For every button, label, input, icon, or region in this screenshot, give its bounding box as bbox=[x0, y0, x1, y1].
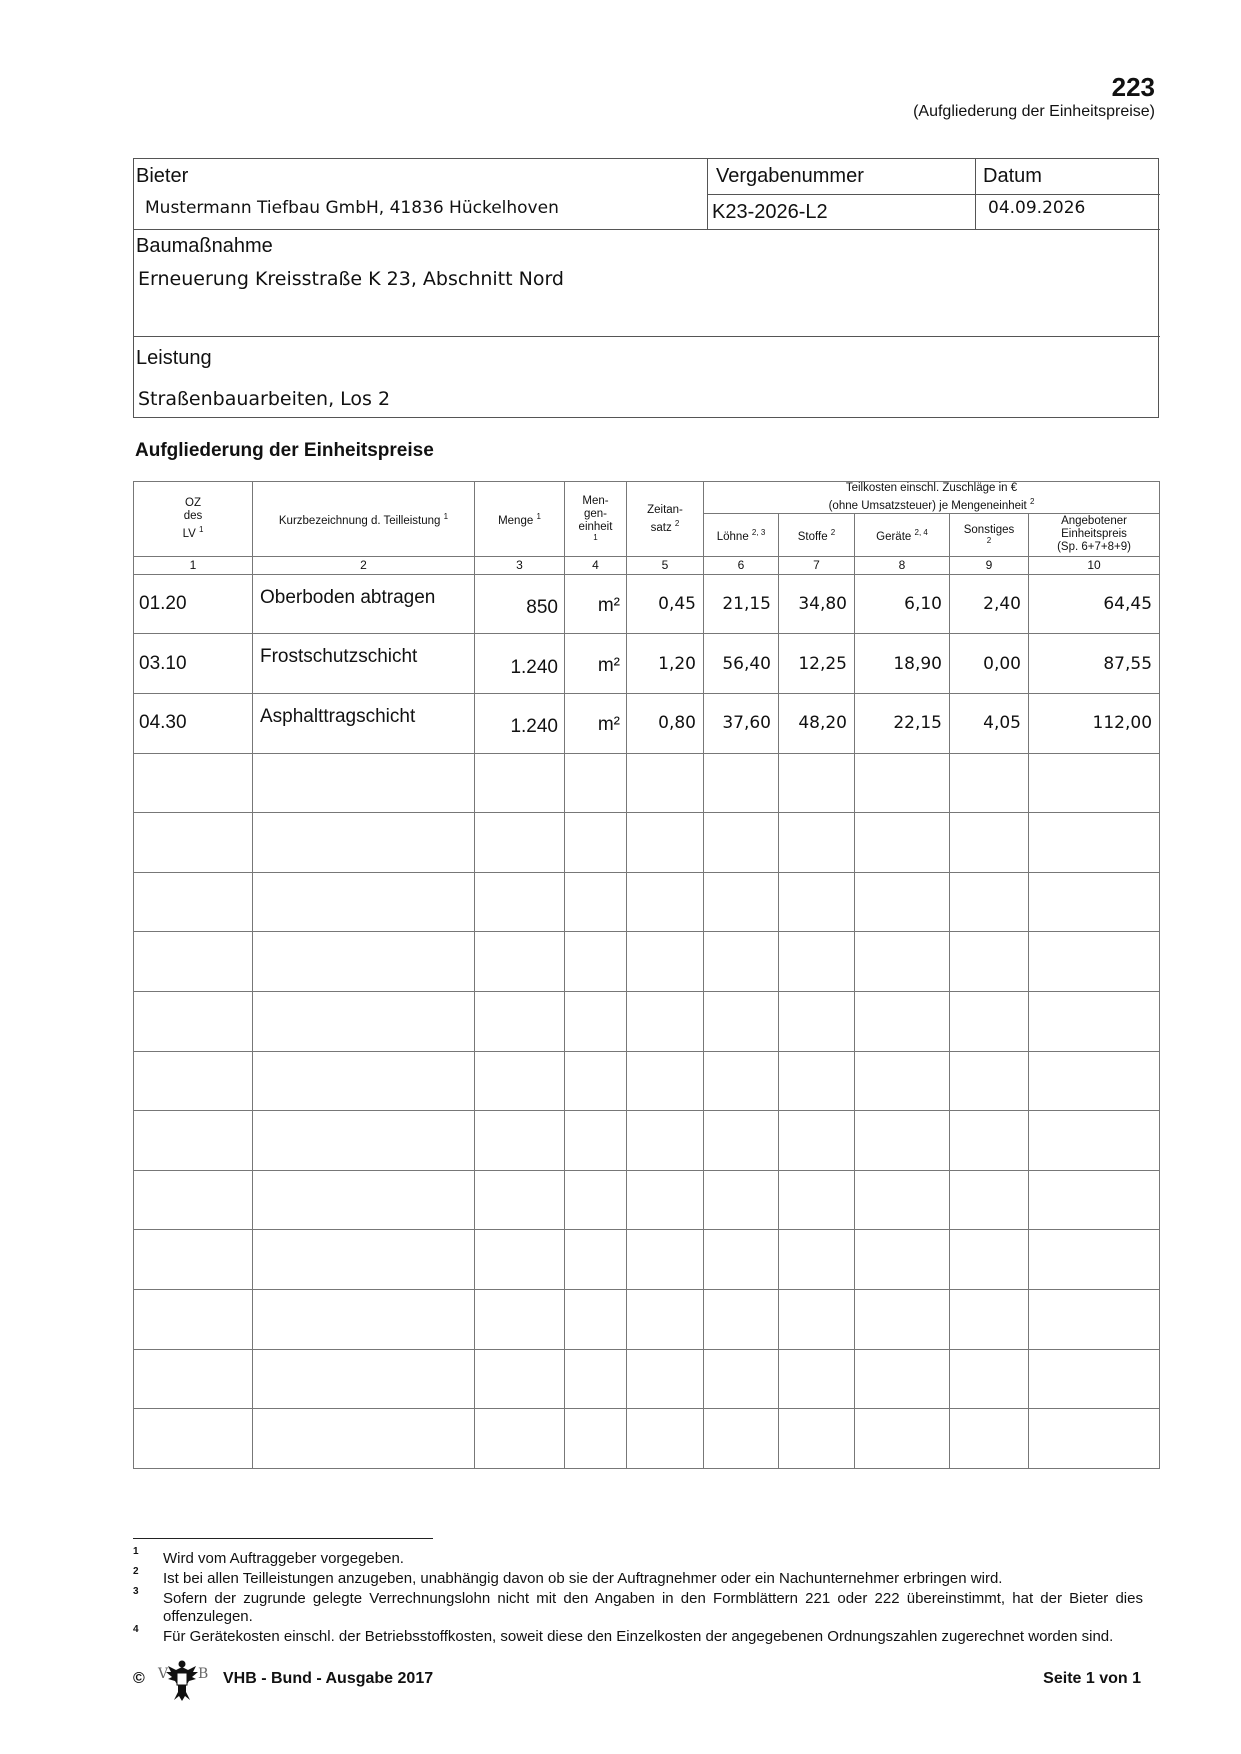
cell-menge[interactable]: 850 bbox=[475, 574, 565, 634]
cell-oz-empty[interactable] bbox=[134, 872, 253, 932]
cell-menge-empty[interactable] bbox=[475, 1051, 565, 1111]
footnote-text: Für Gerätekosten einschl. der Betriebsstoffkosten, soweit diese den Einzelkosten der angegebenen Ordnungszahlen zugerechnet worden sind. bbox=[163, 1628, 1114, 1645]
cell-sonstiges-empty[interactable] bbox=[950, 1289, 1029, 1349]
empty-table-row bbox=[134, 1230, 1160, 1290]
cell-geraete-empty[interactable] bbox=[855, 872, 950, 932]
cell-loehne[interactable]: 21,15 bbox=[704, 574, 779, 634]
eagle-logo-icon bbox=[156, 1658, 208, 1702]
cell-sonstiges-empty[interactable] bbox=[950, 932, 1029, 992]
column-number: 9 bbox=[950, 556, 1029, 574]
cell-einheitspreis-empty[interactable] bbox=[1029, 1289, 1160, 1349]
cell-kurzbezeichnung-empty[interactable] bbox=[253, 1111, 475, 1171]
cell-loehne-empty[interactable] bbox=[704, 1051, 779, 1111]
cell-kurzbezeichnung-empty[interactable] bbox=[253, 932, 475, 992]
column-number: 3 bbox=[475, 556, 565, 574]
cell-menge-empty[interactable] bbox=[475, 1111, 565, 1171]
cell-einheitspreis-empty[interactable] bbox=[1029, 1051, 1160, 1111]
cell-zeitansatz-empty[interactable] bbox=[627, 1349, 704, 1409]
cell-stoffe[interactable]: 34,80 bbox=[779, 574, 855, 634]
cell-stoffe-empty[interactable] bbox=[779, 753, 855, 813]
header-menge: Menge $^1$ bbox=[475, 482, 565, 557]
cell-kurzbezeichnung[interactable]: Frostschutzschicht bbox=[253, 634, 475, 694]
cell-einheitspreis[interactable]: 64,45 bbox=[1029, 574, 1160, 634]
cell-loehne-empty[interactable] bbox=[704, 1349, 779, 1409]
cell-menge-empty[interactable] bbox=[475, 991, 565, 1051]
empty-table-row bbox=[134, 1409, 1160, 1469]
cell-loehne-empty[interactable] bbox=[704, 1289, 779, 1349]
cell-sonstiges-empty[interactable] bbox=[950, 1349, 1029, 1409]
cell-einheitspreis-empty[interactable] bbox=[1029, 1111, 1160, 1171]
cell-mengeneinheit-empty[interactable] bbox=[565, 1289, 627, 1349]
svg-text:B: B bbox=[198, 1666, 208, 1682]
cell-kurzbezeichnung-empty[interactable] bbox=[253, 1349, 475, 1409]
cell-zeitansatz[interactable]: 0,45 bbox=[627, 574, 704, 634]
header-geraete: Geräte $^{2, 4}$ bbox=[855, 513, 950, 556]
cell-sonstiges[interactable]: 0,00 bbox=[950, 634, 1029, 694]
cell-stoffe-empty[interactable] bbox=[779, 872, 855, 932]
cell-geraete-empty[interactable] bbox=[855, 1230, 950, 1290]
cell-loehne-empty[interactable] bbox=[704, 813, 779, 873]
cell-loehne-empty[interactable] bbox=[704, 932, 779, 992]
cell-zeitansatz-empty[interactable] bbox=[627, 813, 704, 873]
cell-oz-empty[interactable] bbox=[134, 932, 253, 992]
cell-oz[interactable]: 04.30 bbox=[134, 694, 253, 754]
cell-menge-empty[interactable] bbox=[475, 932, 565, 992]
cell-geraete[interactable]: 22,15 bbox=[855, 694, 950, 754]
cell-geraete[interactable]: 18,90 bbox=[855, 634, 950, 694]
empty-table-row bbox=[134, 1349, 1160, 1409]
cell-kurzbezeichnung-empty[interactable] bbox=[253, 1230, 475, 1290]
cell-oz-empty[interactable] bbox=[134, 1349, 253, 1409]
cell-einheitspreis-empty[interactable] bbox=[1029, 872, 1160, 932]
leistung-label: Leistung bbox=[136, 347, 212, 369]
header-loehne: Löhne $^{2, 3}$ bbox=[704, 513, 779, 556]
cell-sonstiges-empty[interactable] bbox=[950, 991, 1029, 1051]
cell-menge-empty[interactable] bbox=[475, 872, 565, 932]
cell-loehne-empty[interactable] bbox=[704, 991, 779, 1051]
cell-geraete-empty[interactable] bbox=[855, 753, 950, 813]
section-title: Aufgliederung der Einheitspreise bbox=[135, 440, 434, 461]
cell-oz-empty[interactable] bbox=[134, 1170, 253, 1230]
header-teilkosten: Teilkosten einschl. Zuschläge in € (ohne Umsatzsteuer) je Mengeneinheit $^2$ bbox=[704, 482, 1160, 514]
cell-geraete-empty[interactable] bbox=[855, 813, 950, 873]
cell-menge[interactable]: 1.240 bbox=[475, 634, 565, 694]
empty-table-row bbox=[134, 813, 1160, 873]
footnote-number: 1 bbox=[133, 1546, 139, 1557]
footnote-text: Sofern der zugrunde gelegte Verrechnungslohn nicht mit den Angaben in den Formblättern 221 oder 222 übereinstimmt, hat der Bieter dies offenzulegen. bbox=[163, 1590, 1143, 1625]
cell-stoffe-empty[interactable] bbox=[779, 991, 855, 1051]
cell-zeitansatz-empty[interactable] bbox=[627, 1170, 704, 1230]
cell-zeitansatz-empty[interactable] bbox=[627, 991, 704, 1051]
cell-kurzbezeichnung[interactable]: Oberboden abtragen bbox=[253, 574, 475, 634]
cell-oz-empty[interactable] bbox=[134, 1111, 253, 1171]
empty-table-row bbox=[134, 1111, 1160, 1171]
cell-mengeneinheit-empty[interactable] bbox=[565, 1170, 627, 1230]
column-number: 5 bbox=[627, 556, 704, 574]
cell-mengeneinheit-empty[interactable] bbox=[565, 1230, 627, 1290]
cell-einheitspreis-empty[interactable] bbox=[1029, 932, 1160, 992]
cell-oz-empty[interactable] bbox=[134, 991, 253, 1051]
cell-stoffe-empty[interactable] bbox=[779, 1111, 855, 1171]
cell-oz[interactable]: 01.20 bbox=[134, 574, 253, 634]
empty-table-row bbox=[134, 932, 1160, 992]
cell-zeitansatz-empty[interactable] bbox=[627, 1409, 704, 1469]
cell-loehne-empty[interactable] bbox=[704, 753, 779, 813]
cell-sonstiges-empty[interactable] bbox=[950, 813, 1029, 873]
column-number: 2 bbox=[253, 556, 475, 574]
edition-label: VHB - Bund - Ausgabe 2017 bbox=[223, 1670, 434, 1687]
cell-einheitspreis-empty[interactable] bbox=[1029, 753, 1160, 813]
cell-stoffe-empty[interactable] bbox=[779, 1409, 855, 1469]
column-number: 10 bbox=[1029, 556, 1160, 574]
cell-mengeneinheit-empty[interactable] bbox=[565, 1051, 627, 1111]
cell-loehne-empty[interactable] bbox=[704, 1409, 779, 1469]
baumassnahme-value[interactable]: Erneuerung Kreisstraße K 23, Abschnitt Nord bbox=[138, 268, 564, 290]
footnote-text: Ist bei allen Teilleistungen anzugeben, unabhängig davon ob sie der Auftragnehmer oder ein Nachunternehmer erbringen wird. bbox=[163, 1570, 1003, 1587]
cell-mengeneinheit-empty[interactable] bbox=[565, 1111, 627, 1171]
copyright-symbol: © bbox=[133, 1670, 145, 1687]
cell-sonstiges-empty[interactable] bbox=[950, 753, 1029, 813]
empty-table-row bbox=[134, 872, 1160, 932]
cell-stoffe-empty[interactable] bbox=[779, 1349, 855, 1409]
header-stoffe: Stoffe $^2$ bbox=[779, 513, 855, 556]
cell-kurzbezeichnung-empty[interactable] bbox=[253, 872, 475, 932]
cell-kurzbezeichnung-empty[interactable] bbox=[253, 813, 475, 873]
column-number: 6 bbox=[704, 556, 779, 574]
cell-oz-empty[interactable] bbox=[134, 753, 253, 813]
cell-stoffe[interactable]: 12,25 bbox=[779, 634, 855, 694]
cell-kurzbezeichnung[interactable]: Asphalttragschicht bbox=[253, 694, 475, 754]
cell-geraete-empty[interactable] bbox=[855, 1111, 950, 1171]
cell-einheitspreis-empty[interactable] bbox=[1029, 1170, 1160, 1230]
cell-geraete-empty[interactable] bbox=[855, 1289, 950, 1349]
baumassnahme-label: Baumaßnahme bbox=[136, 235, 273, 257]
vergabenummer-value[interactable]: K23-2026-L2 bbox=[712, 201, 828, 223]
header-zeitansatz: Zeitan- satz $^2$ bbox=[627, 482, 704, 557]
cell-loehne[interactable]: 37,60 bbox=[704, 694, 779, 754]
cell-menge-empty[interactable] bbox=[475, 1170, 565, 1230]
cell-oz-empty[interactable] bbox=[134, 813, 253, 873]
cell-sonstiges[interactable]: 2,40 bbox=[950, 574, 1029, 634]
header-oz: OZ des LV $^1$ bbox=[134, 482, 253, 557]
cell-menge-empty[interactable] bbox=[475, 1289, 565, 1349]
cell-loehne[interactable]: 56,40 bbox=[704, 634, 779, 694]
cell-loehne-empty[interactable] bbox=[704, 1230, 779, 1290]
cell-einheitspreis-empty[interactable] bbox=[1029, 813, 1160, 873]
empty-table-row bbox=[134, 1170, 1160, 1230]
cell-zeitansatz-empty[interactable] bbox=[627, 1289, 704, 1349]
cell-zeitansatz-empty[interactable] bbox=[627, 932, 704, 992]
unit-price-breakdown-table bbox=[133, 481, 1160, 1469]
column-number: 1 bbox=[134, 556, 253, 574]
cell-oz-empty[interactable] bbox=[134, 1051, 253, 1111]
cell-mengeneinheit-empty[interactable] bbox=[565, 872, 627, 932]
svg-text:V: V bbox=[158, 1666, 169, 1682]
bieter-label: Bieter bbox=[136, 165, 189, 187]
cell-kurzbezeichnung-empty[interactable] bbox=[253, 1170, 475, 1230]
footnote-number: 3 bbox=[133, 1586, 139, 1597]
cell-stoffe-empty[interactable] bbox=[779, 1230, 855, 1290]
header-angebotener-einheitspreis: Angebotener Einheitspreis (Sp. 6+7+8+9) bbox=[1029, 513, 1160, 556]
cell-loehne-empty[interactable] bbox=[704, 872, 779, 932]
cell-zeitansatz[interactable]: 0,80 bbox=[627, 694, 704, 754]
empty-table-row bbox=[134, 1289, 1160, 1349]
cell-geraete-empty[interactable] bbox=[855, 1170, 950, 1230]
cell-geraete-empty[interactable] bbox=[855, 991, 950, 1051]
cell-oz-empty[interactable] bbox=[134, 1289, 253, 1349]
cell-sonstiges-empty[interactable] bbox=[950, 1111, 1029, 1171]
cell-kurzbezeichnung-empty[interactable] bbox=[253, 1289, 475, 1349]
cell-oz[interactable]: 03.10 bbox=[134, 634, 253, 694]
cell-mengeneinheit-empty[interactable] bbox=[565, 1349, 627, 1409]
cell-einheitspreis-empty[interactable] bbox=[1029, 1349, 1160, 1409]
cell-mengeneinheit[interactable]: m² bbox=[565, 694, 627, 754]
cell-stoffe-empty[interactable] bbox=[779, 813, 855, 873]
cell-geraete[interactable]: 6,10 bbox=[855, 574, 950, 634]
cell-geraete-empty[interactable] bbox=[855, 1349, 950, 1409]
leistung-value[interactable]: Straßenbauarbeiten, Los 2 bbox=[138, 388, 391, 410]
cell-mengeneinheit[interactable]: m² bbox=[565, 634, 627, 694]
cell-menge-empty[interactable] bbox=[475, 1409, 565, 1469]
cell-kurzbezeichnung-empty[interactable] bbox=[253, 753, 475, 813]
cell-mengeneinheit-empty[interactable] bbox=[565, 932, 627, 992]
cell-geraete-empty[interactable] bbox=[855, 932, 950, 992]
cell-einheitspreis-empty[interactable] bbox=[1029, 1409, 1160, 1469]
cell-loehne-empty[interactable] bbox=[704, 1170, 779, 1230]
cell-zeitansatz-empty[interactable] bbox=[627, 1051, 704, 1111]
cell-geraete-empty[interactable] bbox=[855, 1409, 950, 1469]
cell-sonstiges-empty[interactable] bbox=[950, 1409, 1029, 1469]
table-row bbox=[134, 634, 1160, 694]
cell-menge-empty[interactable] bbox=[475, 1230, 565, 1290]
bidder-info-box bbox=[133, 158, 1159, 418]
cell-menge-empty[interactable] bbox=[475, 1349, 565, 1409]
cell-zeitansatz-empty[interactable] bbox=[627, 753, 704, 813]
cell-einheitspreis-empty[interactable] bbox=[1029, 1230, 1160, 1290]
empty-table-row bbox=[134, 753, 1160, 813]
table-row bbox=[134, 574, 1160, 634]
cell-stoffe-empty[interactable] bbox=[779, 1289, 855, 1349]
cell-mengeneinheit[interactable]: m² bbox=[565, 574, 627, 634]
cell-geraete-empty[interactable] bbox=[855, 1051, 950, 1111]
cell-loehne-empty[interactable] bbox=[704, 1111, 779, 1171]
cell-sonstiges-empty[interactable] bbox=[950, 872, 1029, 932]
cell-zeitansatz-empty[interactable] bbox=[627, 1230, 704, 1290]
cell-einheitspreis[interactable]: 87,55 bbox=[1029, 634, 1160, 694]
cell-zeitansatz[interactable]: 1,20 bbox=[627, 634, 704, 694]
footnote-divider bbox=[133, 1538, 433, 1539]
cell-zeitansatz-empty[interactable] bbox=[627, 872, 704, 932]
cell-kurzbezeichnung-empty[interactable] bbox=[253, 991, 475, 1051]
cell-stoffe-empty[interactable] bbox=[779, 932, 855, 992]
footnote-text: Wird vom Auftraggeber vorgegeben. bbox=[163, 1550, 404, 1567]
footnote-number: 4 bbox=[133, 1624, 139, 1635]
cell-stoffe-empty[interactable] bbox=[779, 1051, 855, 1111]
cell-zeitansatz-empty[interactable] bbox=[627, 1111, 704, 1171]
column-number: 4 bbox=[565, 556, 627, 574]
header-mengeneinheit: Men- gen- einheit 1 bbox=[565, 482, 627, 557]
table-row bbox=[134, 694, 1160, 754]
cell-oz-empty[interactable] bbox=[134, 1230, 253, 1290]
cell-sonstiges-empty[interactable] bbox=[950, 1170, 1029, 1230]
cell-mengeneinheit-empty[interactable] bbox=[565, 991, 627, 1051]
cell-einheitspreis-empty[interactable] bbox=[1029, 991, 1160, 1051]
cell-einheitspreis[interactable]: 112,00 bbox=[1029, 694, 1160, 754]
cell-mengeneinheit-empty[interactable] bbox=[565, 1409, 627, 1469]
footnote-number: 2 bbox=[133, 1566, 139, 1577]
column-number-row bbox=[134, 556, 1160, 574]
empty-table-row bbox=[134, 1051, 1160, 1111]
column-number: 8 bbox=[855, 556, 950, 574]
header-sonstiges: Sonstiges 2 bbox=[950, 513, 1029, 556]
vergabenummer-label: Vergabenummer bbox=[716, 165, 864, 187]
form-subtitle: (Aufgliederung der Einheitspreise) bbox=[913, 103, 1155, 120]
page-number: Seite 1 von 1 bbox=[1043, 1670, 1141, 1687]
cell-menge[interactable]: 1.240 bbox=[475, 694, 565, 754]
header-kurzbezeichnung: Kurzbezeichnung d. Teilleistung $^1$ bbox=[253, 482, 475, 557]
datum-value[interactable]: 04.09.2026 bbox=[988, 198, 1086, 218]
cell-sonstiges[interactable]: 4,05 bbox=[950, 694, 1029, 754]
bieter-value[interactable]: Mustermann Tiefbau GmbH, 41836 Hückelhoven bbox=[145, 198, 559, 218]
cell-menge-empty[interactable] bbox=[475, 753, 565, 813]
cell-sonstiges-empty[interactable] bbox=[950, 1051, 1029, 1111]
cell-menge-empty[interactable] bbox=[475, 813, 565, 873]
cell-kurzbezeichnung-empty[interactable] bbox=[253, 1409, 475, 1469]
cell-stoffe[interactable]: 48,20 bbox=[779, 694, 855, 754]
cell-kurzbezeichnung-empty[interactable] bbox=[253, 1051, 475, 1111]
empty-table-row bbox=[134, 991, 1160, 1051]
cell-sonstiges-empty[interactable] bbox=[950, 1230, 1029, 1290]
datum-label: Datum bbox=[983, 165, 1042, 187]
column-number: 7 bbox=[779, 556, 855, 574]
cell-mengeneinheit-empty[interactable] bbox=[565, 813, 627, 873]
cell-mengeneinheit-empty[interactable] bbox=[565, 753, 627, 813]
cell-oz-empty[interactable] bbox=[134, 1409, 253, 1469]
form-number: 223 bbox=[1111, 72, 1155, 102]
cell-stoffe-empty[interactable] bbox=[779, 1170, 855, 1230]
